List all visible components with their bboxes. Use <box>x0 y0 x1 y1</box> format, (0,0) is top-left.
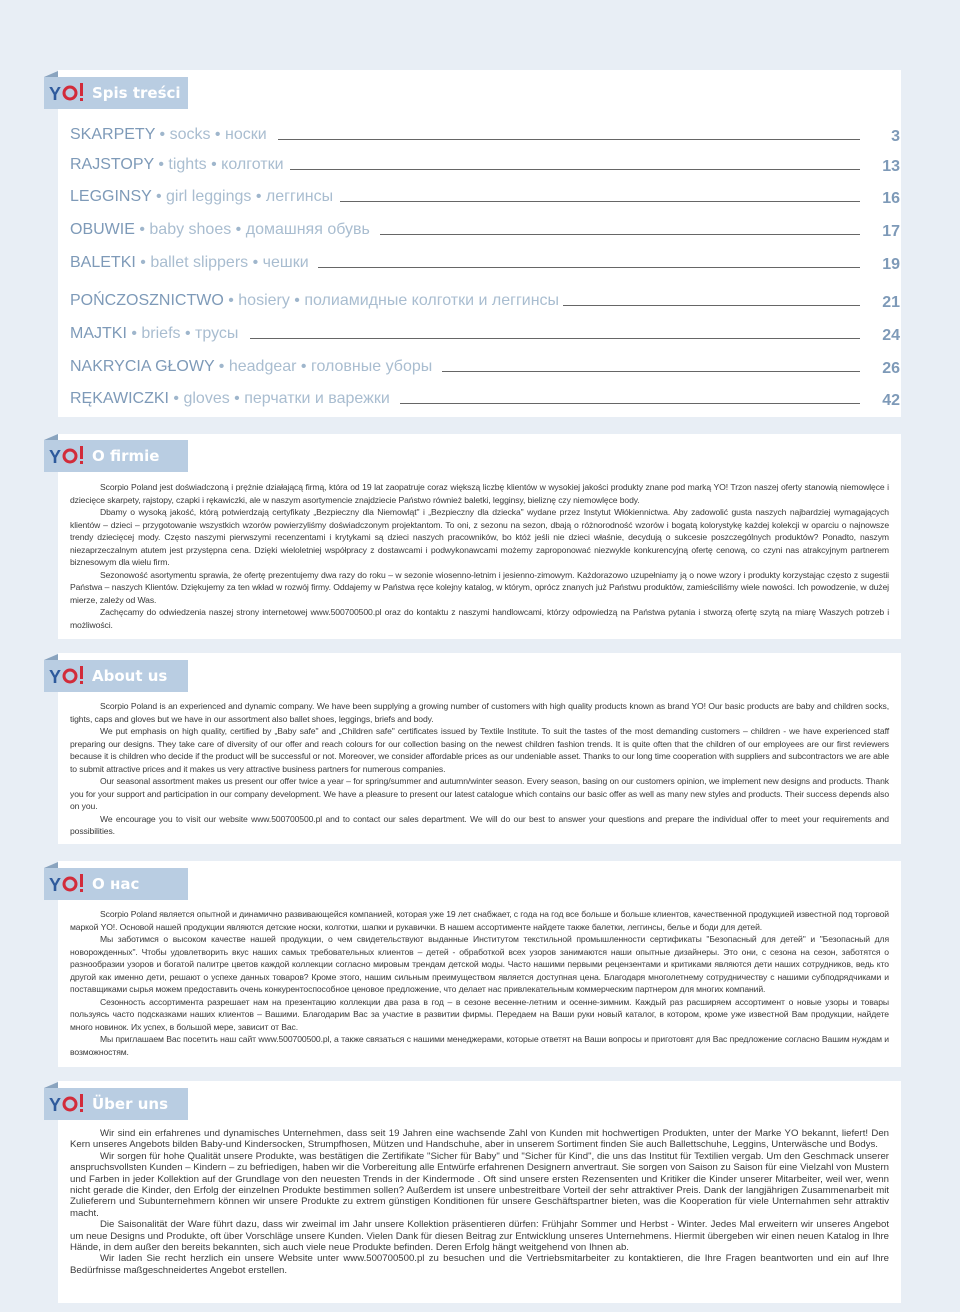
toc-item-label <box>70 325 238 343</box>
paragraph: We put emphasis on high quality, certified by „Baby safe" and „Children safe" certificates issued by Textile Institute. To suit the tastes of the most demanding customers – children - we have experienced staff preparing our designs. They take care of diversity of our offer and reach colours for our collection basing on the newest children fashion trends. It is quite often that the children of our employees are our first reviewers because it is children who decide if the product will be successful or not. Moreover, we consider affordable prices as our undeniable asset. Thanks to our long time cooperation with suppliers and subcontractors we are able to submit attractive prices and it makes us very attractive business partners for numerous companies. <box>70 726 889 774</box>
toc-page-number: 17 <box>882 223 900 240</box>
ru-tab <box>44 868 188 900</box>
toc-item-en: socks <box>169 126 211 143</box>
toc-item-ru: перчатки и варежки <box>244 390 390 407</box>
paragraph: Мы заботимся о высоком качестве нашей продукции, о чем свидетельствуют выданные Институтом текстильной промышленности сертификаты "Безопасный для детей" и "Безопасный для новорожденных". Чтобы удовлетворить вкус наших самых требовательных клиентов – детей - обработкой всех узоров занимаются наши опытные дизайнеры. Это они, с сезона на сезон, заботятся о разнообразии узоров и богатой палитре цветов каждой коллекции согласно мировым трендам детской моды. Часто нашими первыми рецензентами и критиками являются дети наших сотрудников, ведь кто другой как именно дети, решают о успехе данных товаров? Кроме этого, нашим сильным преимуществом является доступная цена. Благодаря многолетнему сотрудничеству с нашими субподрядчиками и поставщиками сырья можем предоставить очень конкурентоспособное ценовое предложение, что делает нас привлекательным коммерческим партнером для многих компаний. <box>70 934 889 994</box>
bullet-separator: • <box>210 126 225 143</box>
paragraph: Wir sorgen für hohe Qualität unsere Produkte, was bestätigen die Zertifikate "Sicher für Baby" und "Sicher für Kind", die uns das Institut für Textilien vergab. Um den Geschmack unserer anspruchsvollsten Kunden – Kindern – zu befriedigen, haben wir die Vorbereitung alle Entwürfe erfahrenen Designern anvertraut. Sie sorgen von Saison zu Saison für eine Vielzahl von Mustern und Farben in jeder Kollektion auf der Grundlage von den neuesten Trends in der Kindermode . Oft sind unsere ersten Rezensenten und Kritiker die Kinder unserer Mitarbeiter, weil wer, wenn nicht gerade die Kinder, den Erfolg der einzelnen Produkte bestimmen sollen? Außerdem ist unsere unbestreitbare Vorteil der sehr attraktiver Preis. Dank der langjährigen Zusammenarbeit mit Zulieferern und Subunternehmern können wir unsere Produkte zu extrem günstigen Konditionen für unsere Geschäftspartner bieten, was die Kooperation für viele Unternahmen sehr attraktiv macht. <box>70 1150 889 1219</box>
toc-leader-line <box>318 267 860 268</box>
tab-corner <box>44 1082 58 1088</box>
bullet-separator: • <box>229 390 245 407</box>
ru-body <box>70 908 889 1058</box>
toc-item-ru: носки <box>224 126 267 143</box>
toc-page-number: 3 <box>891 128 900 145</box>
toc-item[interactable] <box>70 352 900 378</box>
toc-page-number: 26 <box>882 360 900 377</box>
section-title: О нас <box>92 875 140 893</box>
bullet-separator: • <box>206 156 222 173</box>
toc-leader-line <box>400 403 860 404</box>
bullet-separator: • <box>151 188 167 205</box>
bullet-separator: • <box>296 358 311 375</box>
pl-body <box>70 481 889 631</box>
toc-item[interactable] <box>70 120 900 146</box>
tab-corner <box>44 71 58 77</box>
toc-item-pl: MAJTKI <box>70 325 127 342</box>
paragraph: Мы приглашаем Вас посетить наш сайт www.500700500.pl, а также связаться с нашими менеджерами, которые ответят на Ваши вопросы и приготовят для Вас предложение согласно Вашим нуждам и возможностям. <box>70 1034 889 1057</box>
toc-leader-line <box>290 169 860 170</box>
toc-item-pl: NAKRYCIA GŁOWY <box>70 358 215 375</box>
toc-item-pl: POŃCZOSZNICTWO <box>70 292 224 309</box>
toc-item-en: tights <box>168 156 207 173</box>
svg-text:Y: Y <box>49 447 62 467</box>
paragraph: Sezonowość asortymentu sprawia, że ofertę prezentujemy dwa razy do roku – w sezonie wiosenno-letnim i jesienno-zimowym. Każdorazowo uzupełniamy ją o nowe wzory i produkty korzystając często z sugestii Państwa – naszych Klientów. Dziękujemy za ten wkład w rozwój firmy. Oddajemy w Państwa ręce kolejny katalog, w którym, oprócz znanych już Państwu produktów, zamieściliśmy wiele nowości. Ich powodzenie, w dużej mierze, zależy od Was. <box>70 569 889 605</box>
yo-logo-icon <box>49 663 87 689</box>
bullet-separator: • <box>153 156 169 173</box>
section-title: Über uns <box>92 1095 168 1113</box>
bullet-separator: • <box>248 254 263 271</box>
pl-tab <box>44 440 188 472</box>
yo-logo-icon <box>49 80 87 106</box>
bullet-separator: • <box>134 221 150 238</box>
toc-page-number: 24 <box>882 327 900 344</box>
tab-corner <box>44 654 58 660</box>
toc-item[interactable] <box>70 215 900 241</box>
toc-item-en: ballet slippers <box>150 254 249 271</box>
bullet-separator: • <box>223 292 239 309</box>
bullet-separator: • <box>168 390 184 407</box>
paragraph: Сезонность ассортимента разрешает нам на презентацию коллекции два раза в год – в сезоне весенне-летним и осенне-зимним. Каждый раз расширяем ассортимент о новые узоры и товары пользуясь часто подсказками наших клиентов – Вашими. Благодарим Вас за участие в развитии фирмы. Передаем на Ваши руки новый каталог, в котором, кроме уже известной Вам продукции, найдете много новинок. Их успех, в большой мере, зависит от Вас. <box>70 996 889 1032</box>
toc-item-pl: LEGGINSY <box>70 188 152 205</box>
toc-leader-line <box>563 305 860 306</box>
toc-item-label <box>70 126 267 144</box>
toc-item-pl: RAJSTOPY <box>70 156 154 173</box>
tab-corner <box>44 434 58 440</box>
paragraph: Die Saisonalität der Ware führt dazu, dass wir zweimal im Jahr unsere Kollektion präsentieren dürfen: Frühjahr Sommer und Herbst - Winter. Jedes Mal erweitern wir unseres Angebot um neue Designs und Produkte, oft über Vorschläge unsere Kunden. Vielen Dank für diesen Beitrag zur Entwicklung unseres Unternehmens. Hiermit übergeben wir einen neuen Katalog in Ihre Hände, in dem außer den bereits bekannten, sich auch viele neue Produkte befinden. Deren Erfolg hängt weitgehend von Ihnen ab. <box>70 1219 889 1254</box>
toc-page-number: 16 <box>882 190 900 207</box>
toc-item-label <box>70 358 432 376</box>
toc-item-en: briefs <box>141 325 181 342</box>
toc-item-pl: RĘKAWICZKI <box>70 390 169 407</box>
toc-leader-line <box>278 139 860 140</box>
toc-page-number: 42 <box>882 392 900 409</box>
svg-text:Y: Y <box>49 84 62 104</box>
toc-leader-line <box>340 201 860 202</box>
toc-item-label <box>70 390 390 408</box>
de-body <box>70 1128 889 1276</box>
bullet-separator: • <box>155 126 170 143</box>
toc-item-ru: полиамидные колготки и леггинсы <box>304 292 560 309</box>
toc-page-number: 21 <box>882 294 900 311</box>
toc-item-label <box>70 156 284 174</box>
toc-item-en: girl leggings <box>166 188 252 205</box>
bullet-separator: • <box>231 221 246 238</box>
toc-item-ru: домашняя обувь <box>245 221 370 238</box>
section-title: O firmie <box>92 447 160 465</box>
en-body <box>70 700 889 838</box>
paragraph: Wir sind ein erfahrenes und dynamisches Unternehmen, dass seit 19 Jahren eine wachsende Zahl von Kunden mit hochwertigen Produkten, unter der Marke YO bekannt, liefert! Den Kern unseres Angebots bilden Baby-und Kindersocken, Strumpfhosen, Mützen und Handschuhe, aber in unserem Sortiment finden Sie auch Ballettschuhe, Leggins, Unterwäsche und Bodys. <box>70 1128 889 1151</box>
toc-item-pl: BALETKI <box>70 254 136 271</box>
toc-page-number: 19 <box>882 256 900 273</box>
toc-item-label <box>70 254 309 272</box>
toc-item-ru: леггинсы <box>265 188 334 205</box>
toc-item-ru: головные уборы <box>310 358 433 375</box>
toc-item-pl: SKARPETY <box>70 126 156 143</box>
paragraph: We encourage you to visit our website www.500700500.pl and to contact our sales department. We will do our best to answer your questions and prepare the individual offer to meet your requirements and possibilities. <box>70 813 889 836</box>
toc-leader-line <box>250 338 860 339</box>
toc-item-ru: колготки <box>221 156 284 173</box>
toc-title: Spis treści <box>92 84 181 102</box>
paragraph: Zachęcamy do odwiedzenia naszej strony internetowej www.500700500.pl oraz do kontaktu z naszymi handlowcami, którzy odpowiedzą na Państwa pytania i stworzą ofertę szytą na miarę Waszych potrzeb i możliwości. <box>70 607 889 630</box>
bullet-separator: • <box>289 292 305 309</box>
paragraph: Wir laden Sie recht herzlich ein unsere Website unter www.500700500.pl zu besuchen und die Vertriebsmitarbeiter zu kontaktieren, die Ihre Fragen beantworten und ein auf Ihre Bedürfnisse maßgeschneidertes Angebot erstellen. <box>70 1253 889 1276</box>
yo-logo-icon <box>49 443 87 469</box>
toc-tab <box>44 77 188 109</box>
tab-corner <box>44 862 58 868</box>
toc-item[interactable] <box>70 384 900 410</box>
bullet-separator: • <box>251 188 266 205</box>
toc-item-pl: OBUWIE <box>70 221 135 238</box>
paragraph: Scorpio Poland jest doświadczoną i prężnie działającą firmą, która od 19 lat zaopatruje coraz większą liczbę klientów w wysokiej jakości produkty znane pod marką YO! Trzon naszej oferty stanowią niemowlęce i dziecięce skarpety, rajstopy, czapki i rękawiczki, ale w naszym asortymencie znajdziecie Państwo również baletki, legginsy, bieliznę czy niemowlęce body. <box>70 482 889 505</box>
toc-item-en: headgear <box>228 358 297 375</box>
toc-item-label <box>70 221 370 239</box>
bullet-separator: • <box>135 254 151 271</box>
toc-item[interactable] <box>70 150 900 176</box>
toc-item-label <box>70 292 559 310</box>
svg-text:Y: Y <box>49 667 62 687</box>
toc-item-en: hosiery <box>238 292 290 309</box>
de-tab <box>44 1088 188 1120</box>
toc-item[interactable] <box>70 248 900 274</box>
toc-item[interactable] <box>70 182 900 208</box>
toc-leader-line <box>380 234 860 235</box>
paragraph: Scorpio Poland is an experienced and dynamic company. We have been supplying a growing number of customers with high quality products known as brand YO! Our basic products are baby and children socks, tights, caps and gloves but we have in our assortment also ballet shoes, leggings, briefs and body. <box>70 701 889 724</box>
en-tab <box>44 660 188 692</box>
toc-item-en: baby shoes <box>149 221 232 238</box>
bullet-separator: • <box>214 358 229 375</box>
yo-logo-icon <box>49 1091 87 1117</box>
svg-text:Y: Y <box>49 875 62 895</box>
toc-page-number: 13 <box>882 158 900 175</box>
paragraph: Scorpio Poland является опытной и динамично развивающейся компанией, которая уже 19 лет снабжает, с года на год все больше и больше клиентов, качественной продукцией известной под торговой маркой YO!. Основой нашей продукции являются детские носки, колготки, шапки и рукавички. В нашем ассортименте найдете также балетки, леггинсы, белье и боди для детей. <box>70 909 889 932</box>
bullet-separator: • <box>126 325 142 342</box>
toc-item[interactable] <box>70 319 900 345</box>
toc-item-en: gloves <box>183 390 230 407</box>
toc-item-label <box>70 188 333 206</box>
svg-text:Y: Y <box>49 1095 62 1115</box>
toc-item[interactable] <box>70 286 900 312</box>
paragraph: Dbamy o wysoką jakość, którą potwierdzają certyfikaty „Bezpieczny dla Niemowląt" i „Bezpieczny dla dziecka" wydane przez Instytut Włókiennictwa. Aby zadowolić gusta naszych najbardziej wymagających klientów – dzieci – przygotowanie wszystkich wzorów powierzyliśmy doświadczonym projektantom. To oni, z sezonu na sezon, dbają o różnorodność wzorów i bogatą kolorystykę każdej kolekcji w oparciu o najnowsze trendy dziecięcej mody. Często naszymi pierwszymi recenzentami i krytykami są dzieci naszych pracowników, bo któż jeśli nie dzieci właśnie, decydują o sukcesie poszczególnych produktów? Ponadto, naszym niezaprzeczalnym atutem jest przystępna cena. Dzięki wieloletniej współpracy z dostawcami i podwykonawcami możemy zaproponować niezwykle konkurencyjną ofertę cenową, co czyni nas atrakcyjnym partnerem biznesowym dla wielu firm. <box>70 507 889 567</box>
section-title: About us <box>92 667 168 685</box>
toc-item-ru: чешки <box>262 254 309 271</box>
yo-logo-icon <box>49 871 87 897</box>
paragraph: Our seasonal assortment makes us present our offer twice a year – for spring/summer and autumn/winter season. Every season, basing on our customers opinion, we implement new designs and products. Thank you for your support and participation in our company development. We have a pleasure to present our latest catalogue which contains our basic offer as well as many new styles and products. Their success depends also on you. <box>70 776 889 811</box>
toc-item-ru: трусы <box>195 325 239 342</box>
toc-leader-line <box>442 371 860 372</box>
bullet-separator: • <box>180 325 196 342</box>
